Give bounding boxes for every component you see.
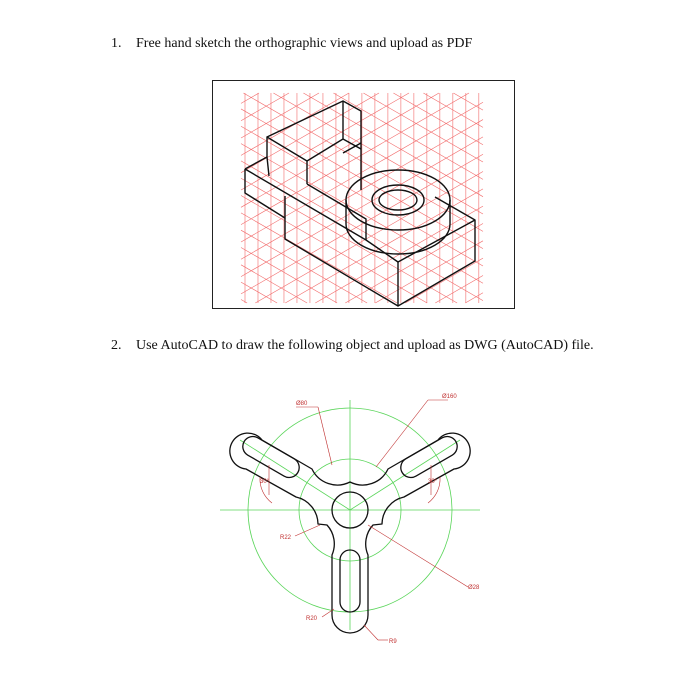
- dim-d80: Ø80: [296, 401, 308, 407]
- isometric-figure-frame: [212, 80, 515, 309]
- question-1: [111, 36, 472, 52]
- centerlines: [220, 400, 480, 630]
- question-2: [111, 338, 594, 354]
- question-1-number: 1.: [111, 36, 122, 51]
- dim-angle-right: 30°: [428, 479, 438, 485]
- dim-d160: Ø160: [442, 394, 457, 400]
- isometric-grid: [241, 93, 483, 303]
- dim-r22: R22: [280, 535, 292, 541]
- dim-angle-left: 30°: [260, 479, 270, 485]
- autocad-drawing: [200, 385, 500, 655]
- question-1-text: Free hand sketch the orthographic views and upload as PDF: [136, 36, 473, 51]
- dim-d28: Ø28: [468, 585, 480, 591]
- dimensions: [260, 400, 468, 640]
- dim-r9: R9: [389, 639, 397, 645]
- dim-r20: R20: [306, 616, 318, 622]
- question-2-text: Use AutoCAD to draw the following object and upload as DWG (AutoCAD) file.: [136, 338, 594, 353]
- question-2-number: 2.: [111, 338, 122, 353]
- isometric-object-outline: [245, 101, 475, 306]
- isometric-sketch: [213, 81, 516, 310]
